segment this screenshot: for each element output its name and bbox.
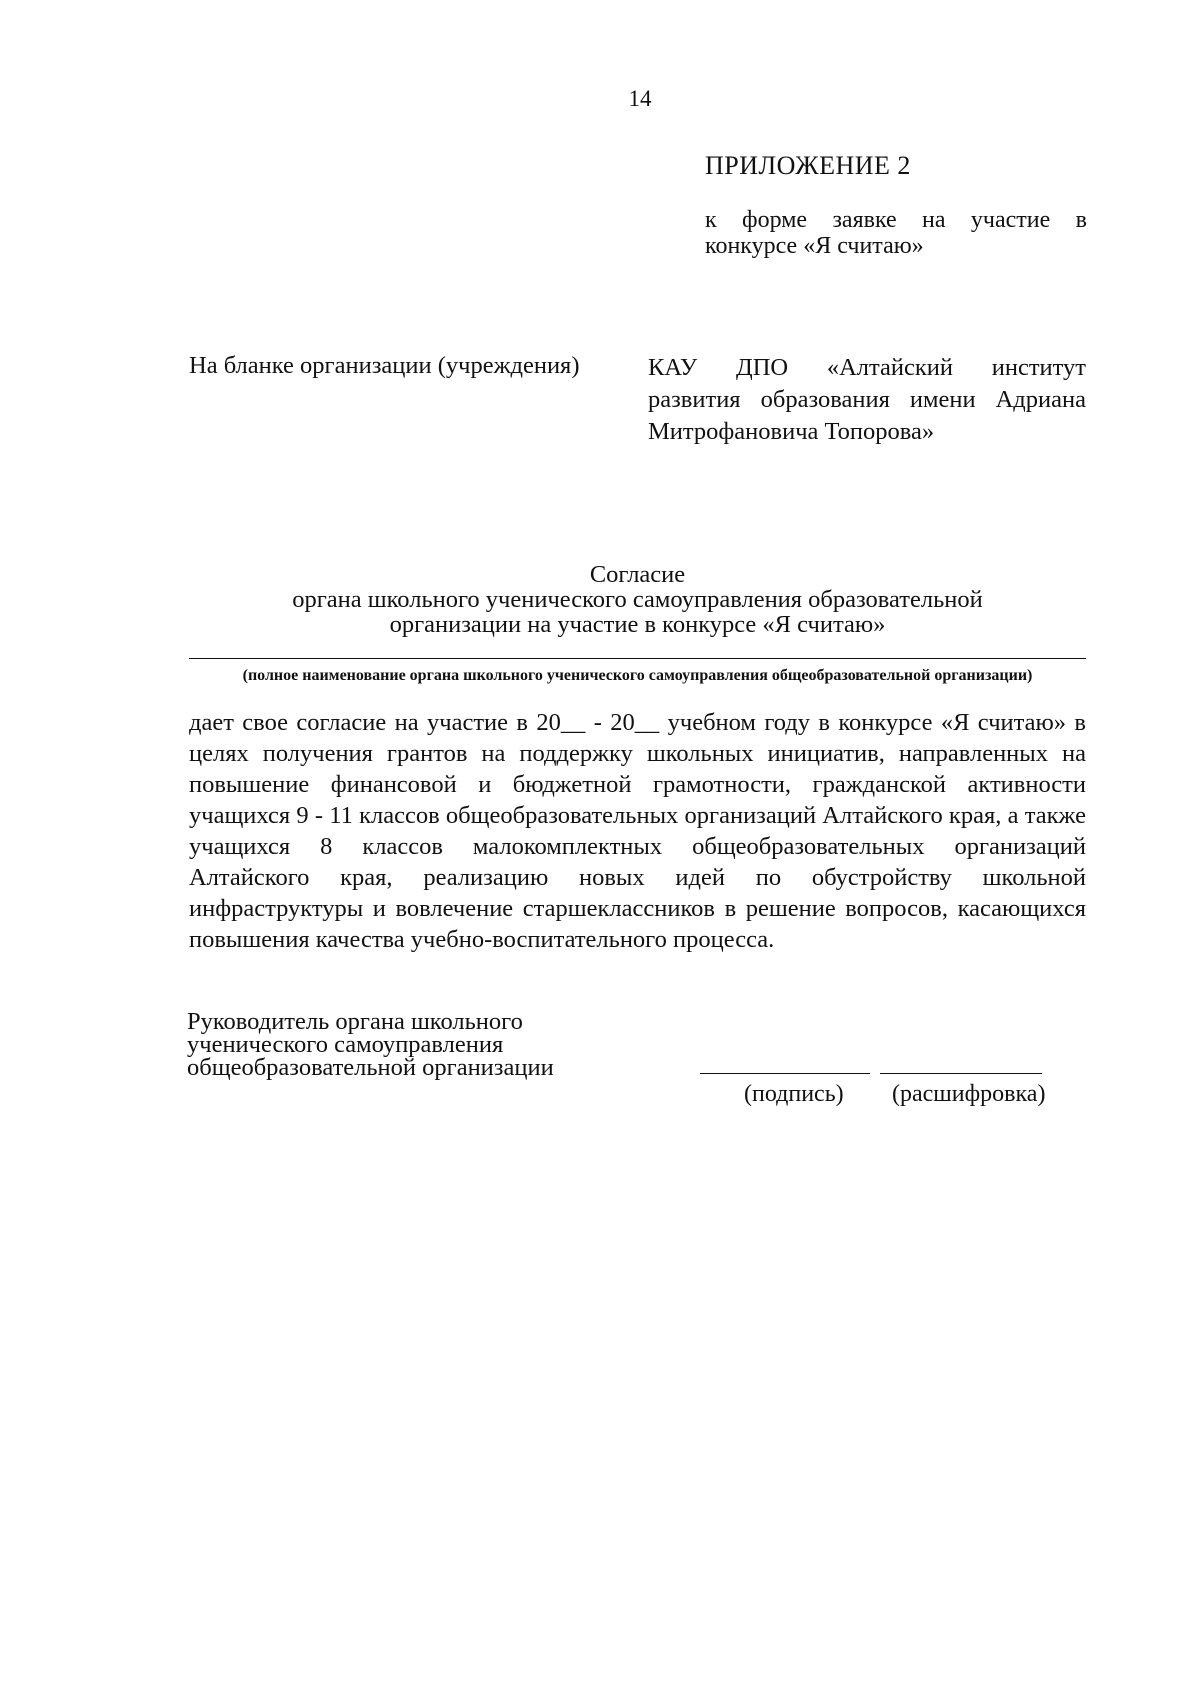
signer-title-line: общеобразовательной организации [187, 1054, 554, 1081]
signer-title-line: Руководитель органа школьного [187, 1008, 523, 1035]
consent-body-text: дает свое согласие на участие в 20__ - 20__ учебном году в конкурсе «Я считаю» в целях получения грантов на поддержку школьных инициатив, направленных на повышение финансовой и бюджетной грамотности, гражданской активности учащихся 9 - 11 классов общеобразовательных организаций Алтайского края, а также учащихся 8 классов малокомплектных общеобразовательных организаций Алтайского края, реализацию новых идей по обустройству школьной инфраструктуры и вовлечение старшеклассников в решение вопросов, касающихся повышения качества учебно-воспитательного процесса. [189, 709, 1086, 953]
decryption-caption: (расшифровка) [892, 1081, 1046, 1107]
page-number: 14 [628, 86, 652, 111]
appendix-subtitle: к форме заявке на участие в конкурсе «Я считаю» [705, 207, 1087, 259]
signer-title-line: ученического самоуправления [187, 1031, 504, 1058]
appendix-title: ПРИЛОЖЕНИЕ 2 [705, 151, 911, 180]
consent-heading-line: организации на участие в конкурсе «Я считаю» [389, 611, 886, 638]
consent-heading-line: Согласие [589, 561, 686, 588]
signer-title [187, 1010, 554, 1079]
signature-blank-line [700, 1073, 870, 1074]
letterhead-label: На бланке организации (учреждения) [189, 352, 580, 379]
signature-caption: (подпись) [744, 1081, 844, 1107]
consent-heading [189, 562, 1086, 637]
organization-name-blank-line [189, 658, 1086, 659]
decryption-blank-line [880, 1073, 1042, 1074]
consent-heading-line: органа школьного ученического самоуправления образовательной [292, 586, 983, 613]
addressee: КАУ ДПО «Алтайский институт развития образования имени Адриана Митрофановича Топорова» [648, 354, 1086, 445]
organization-name-caption: (полное наименование органа школьного ученического самоуправления общеобразовательной организации) [242, 667, 1033, 684]
